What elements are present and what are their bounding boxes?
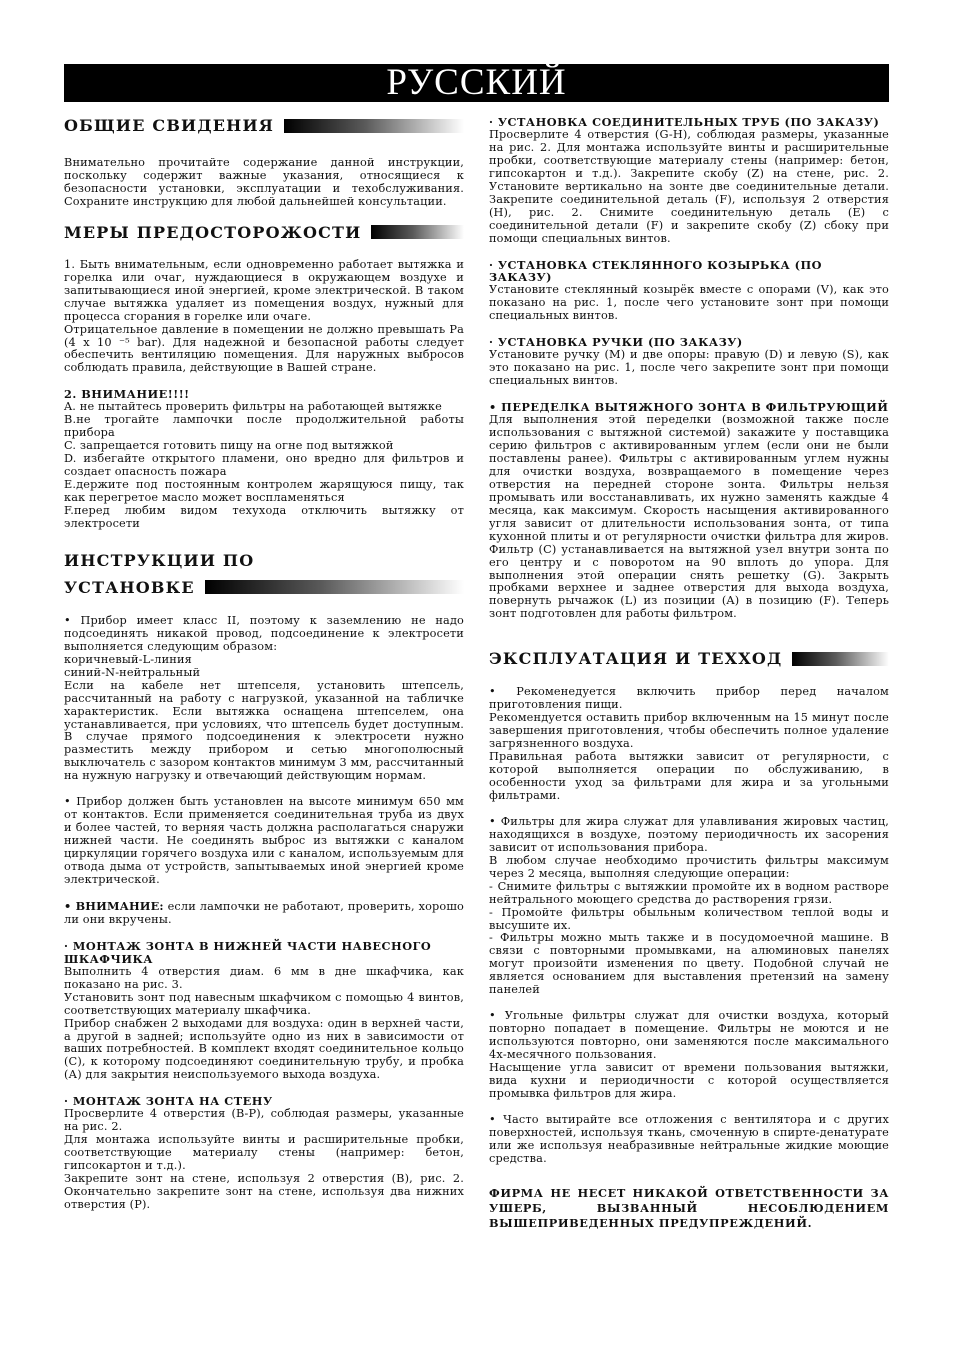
- text-line: - Снимите фильтры с вытяжкии промойте их в водном растворе нейтрального моющего средства до растворения грязи.: [489, 879, 889, 906]
- text-line: ФИРМА НЕ НЕСЕТ НИКАКОЙ ОТВЕТСТВЕННОСТИ ЗА УШЕРБ, ВЫЗВАННЫЙ НЕСОБЛЮДЕНИЕМ ВЫШЕПРИВЕДЕННЫХ ПРЕДУПРЕЖДЕНИЙ.: [489, 1185, 889, 1230]
- gradient-bar: [371, 225, 464, 239]
- text-line: Для монтажа используйте винты и расширительные пробки, соответствующие материалу стены (например: бетон, гипсокартон и т.д.).: [64, 1133, 464, 1173]
- heading-text: ОБЩИЕ СВИДЕНИЯ: [64, 116, 275, 135]
- paragraph: [64, 157, 464, 209]
- subheading-filter-conversion: • ПЕРЕДЕЛКА ВЫТЯЖНОГО ЗОНТА В ФИЛЬТРУЮЩИЙ: [489, 400, 889, 415]
- text-line: • Часто вытирайте все отложения с вентилятора и с других поверхностей, используя ткань, смоченную в спирте-денатурате или же используя неабразивные нейтральные жидкие моющие средства.: [489, 1112, 889, 1165]
- section-heading-precautions: [64, 223, 464, 242]
- text-line: F.перед любим видом техухода отключить вытяжку от электросети: [64, 503, 464, 530]
- gradient-bar: [792, 652, 889, 666]
- text-line: Просверлите 4 отверстия (В-Р), соблюдая размеры, указанные на рис. 2.: [64, 1107, 464, 1134]
- paragraph: [489, 414, 889, 621]
- paragraph: [489, 129, 889, 246]
- text-line: Правильная работа вытяжки зависит от регулярности, с которой выполняется операции по обслуживанию, в особенности уход за фильтрами для жира и за угольными фильтрами.: [489, 750, 889, 802]
- text-line: Выполнить 4 отверстия диам. 6 мм в дне шкафчика, как показано на рис. 3.: [64, 964, 464, 991]
- paragraph: [489, 1010, 889, 1101]
- section-heading-maintenance: [489, 649, 889, 668]
- right-column: [489, 116, 889, 1231]
- paragraph: [489, 686, 889, 803]
- paragraph: [489, 1114, 889, 1166]
- gradient-bar: [205, 580, 464, 594]
- text-line: E.держите под постоянным контролем жарящуюся пищу, так как перегретое масло может воспламеняться: [64, 478, 464, 505]
- paragraph: [64, 796, 464, 887]
- paragraph: [64, 966, 464, 1083]
- left-column: [64, 116, 464, 1212]
- paragraph: [489, 816, 889, 997]
- paragraph: [64, 1108, 464, 1212]
- gradient-bar: [284, 119, 464, 133]
- section-heading-general: [64, 116, 464, 135]
- text-line: Установить зонт под навесным шкафчиком с помощью 4 винтов, соответствующих материалу шкафчика.: [64, 990, 464, 1017]
- text-line: • Угольные фильтры служат для очистки воздуха, который повторно попадает в помещение. Фильтры не моются и не используются повторно, они заменяются после максимального 4х-месячного пользования.: [489, 1009, 889, 1062]
- text-line: В любом случае необходимо прочистить фильтры максимум через 2 месяца, выполняя следующие операции:: [489, 853, 889, 880]
- paragraph: [489, 349, 889, 388]
- text-line: A. не пытайтесь проверить фильтры на работающей вытяжке: [64, 400, 442, 414]
- paragraph: [64, 259, 464, 376]
- subheading-connecting-pipes: · УСТАНОВКА СОЕДИНИТЕЛЬНЫХ ТРУБ (ПО ЗАКАЗУ): [489, 115, 880, 129]
- heading-text: МЕРЫ ПРЕДОСТОРОЖОСТИ: [64, 222, 362, 242]
- disclaimer: [489, 1186, 889, 1231]
- text-line: Установите ручку (М) и две опоры: правую (D) и левую (S), как это показано на рис. 1, после чего закрепите зонт при помощи специальных винтов.: [489, 348, 889, 388]
- warning-title: 2. ВНИМАНИЕ!!!!: [64, 387, 190, 402]
- warning-list: [64, 401, 464, 531]
- text-line: D. избегайте открытого пламени, оно вредно для фильтров и создает опасность пожара: [64, 452, 464, 479]
- heading-text: ИНСТРУКЦИИ ПО: [64, 550, 255, 570]
- text-line: Отрицательное давление в помещении не должно превышать Ра (4 х 10 ⁻⁵ bar). Для надежной и безопасной работы следует обеспечить вентиляцию помещения. Для наружных выбросов соблюдать правила, действующие в Вашей стране.: [64, 322, 464, 375]
- paragraph: [64, 615, 464, 783]
- subheading-handle: · УСТАНОВКА РУЧКИ (ПО ЗАКАЗУ): [489, 335, 743, 350]
- text-line: - Промойте фильтры обыльным количеством теплой воды и высушите их.: [489, 905, 889, 932]
- text-line: C. запрещается готовить пищу на огне под вытяжкой: [64, 439, 394, 453]
- attention-paragraph: [64, 900, 464, 927]
- text-line: Рекомендуется оставить прибор включенным на 15 минут после завершения приготовления, чтобы обеспечить полное удаление загрязненного воздуха.: [489, 711, 889, 751]
- text-line: Внимательно прочитайте содержание данной инструкции, поскольку содержит важные указания, относящиеся к безопасности установки, эксплуатации и техобслуживания. Сохраните инструкцию для любой дальнейшей консультации.: [64, 156, 464, 208]
- text-line: • Рекоменедуется включить прибор перед началом приготовления пищи.: [489, 685, 889, 712]
- text-line: • Прибор имеет класс II, поэтому к заземлению не надо подсоединять никакой провод, подсоединение к электросети выполняется следующим образом:: [64, 613, 464, 653]
- text-line: коричневый-L-линия: [64, 652, 192, 666]
- section-heading-installation: [64, 551, 464, 570]
- text-line: B.не трогайте лампочки после продолжительной работы прибора: [64, 413, 464, 440]
- text-line: Если на кабеле нет штепселя, установить штепсель, рассчитанный на работу с нагрузкой, указанной на табличке характеристик. Если вытяжка оснащена штепселем, она устанавливается, при условиях, что штепсель будет доступным. В случае прямого подсоединения к электросети нужно разместить между прибором и сетью многополюсный выключатель с зазором контактов минимум 3 мм, рассчитанный на нужную нагрузку и отвечающий действующим нормам.: [64, 678, 464, 783]
- text-line: синий-N-нейтральный: [64, 665, 201, 679]
- subheading-wall-mount: · МОНТАЖ ЗОНТА НА СТЕНУ: [64, 1094, 273, 1109]
- heading-text: ЭКСПЛУАТАЦИЯ И ТЕХХОД: [489, 649, 783, 669]
- section-heading-installation-line2: [64, 578, 464, 597]
- text-line: Прибор снабжен 2 выходами для воздуха: один в верхней части, а другой в задней; используйте одно из них в зависимости от ваших потребностей. В комплект входят соединительное кольцо (С), к которому подсоединяют соединительную трубу, и пробка (А) для закрытия неиспользуемого выхода воздуха.: [64, 1016, 464, 1082]
- heading-text: УСТАНОВКЕ: [64, 577, 195, 597]
- attention-text: если лампочки не работают, проверить, хорошо ли они вкручены.: [64, 899, 464, 926]
- text-line: Насыщение угла зависит от времени пользования вытяжки, вида кухни и периодичности с которой осуществляется промывка фильтров для жира.: [489, 1061, 889, 1100]
- subheading-glass-visor: · УСТАНОВКА СТЕКЛЯННОГО КОЗЫРЬКА (ПО ЗАКАЗУ): [489, 257, 823, 285]
- text-line: Установите стеклянный козырёк вместе с опорами (V), как это показано на рис. 1, после чего установите зонт при помощи специальных винтов.: [489, 283, 889, 323]
- text-line: • Прибор должен быть установлен на высоте минимум 650 мм от контактов. Если применяется соединительная труба из двух и более частей, то верняя часть должна располагаться снаружи нижней части. Не соединять выброс из вытяжки с каналом циркуляции горячего воздуха или с каналом, используемым для отвода дыма от устройств, запытываемых иной энергией кроме электрической.: [64, 795, 464, 886]
- text-line: Закрепите зонт на стене, используя 2 отверстия (В), рис. 2. Окончательно закрепите зонт на стене, используя два нижних отверстия (Р).: [64, 1172, 464, 1211]
- subheading-cabinet-mount: · МОНТАЖ ЗОНТА В НИЖНЕЙ ЧАСТИ НАВЕСНОГО ШКАФЧИКА: [64, 938, 432, 966]
- text-line: Просверлите 4 отверстия (G-H), соблюдая размеры, указанные на рис. 2. Для монтажа используйте винты и расширительные пробки, соответствующие материалу стены (например: бетон, гипсокартон и т.д.). Закрепите скобу (Z) на стене, рис. 2. Установите вертикально на зонте две соединительные детали. Закрепите соединительной деталь (F), используя 2 отверстия (Н), рис. 2. Снимите соединительную деталь (Е) с соединительной детали (F) и закрепите скобу (Z) сбоку при помощи специальных винтов.: [489, 127, 889, 245]
- text-line: • Фильтры для жира служат для улавливания жировых частиц, находящихся в воздухе, поэтому периодичность их засорения зависит от использования прибора.: [489, 814, 889, 854]
- language-banner: РУССКИЙ: [64, 64, 889, 102]
- paragraph: [489, 284, 889, 323]
- attention-label: • ВНИМАНИЕ:: [64, 898, 164, 913]
- text-line: Для выполнения этой переделки (возможной также после использования с вытяжной системой) закажите у поставщика серию фильтров с активированным углем (если они не были поставлены ранее). Фильтры с активированным углем нужны для очистки воздуха, возвращаемого в помещение через отверстия на передней стороне зонта. Фильтры нельзя промывать или восстанавливать, их нужно заменять каждые 4 месяца, как максимум. Скорость насыщения активированного угля зависит от длительности использования зонта, от типа кухонной плиты и от регулярности очистки фильтра для жиров. Фильтр (С) устанавливается на вытяжной узел внутри зонта по его центру и с поворотом на 90 вплоть до упора. Для выполнения этой операции снять решетку (G). Закрыть пробками верхнее и заднее отверстия для выхода воздуха, повернуть рычажок (L) из позиции (A) в позицию (F). Теперь зонт подготовлен для работы фильтром.: [489, 413, 889, 621]
- text-line: - Фильтры можно мыть также и в посудомоечной машине. В связи с повторными промывками, на алюминовых панелях могут произойти изменения по цвету. Подобной случай не является основанием для выставления претензий на замену панелей: [489, 931, 889, 997]
- text-line: 1. Быть внимательным, если одновременно работает вытяжка и горелка или очаг, нуждающиеся в окружающем воздухе и запитывающиеся иной энергией, кроме электрической. В таком случае вытяжка удаляет из помещения воздух, нужный для процесса сгорания в горелке или очаге.: [64, 257, 464, 323]
